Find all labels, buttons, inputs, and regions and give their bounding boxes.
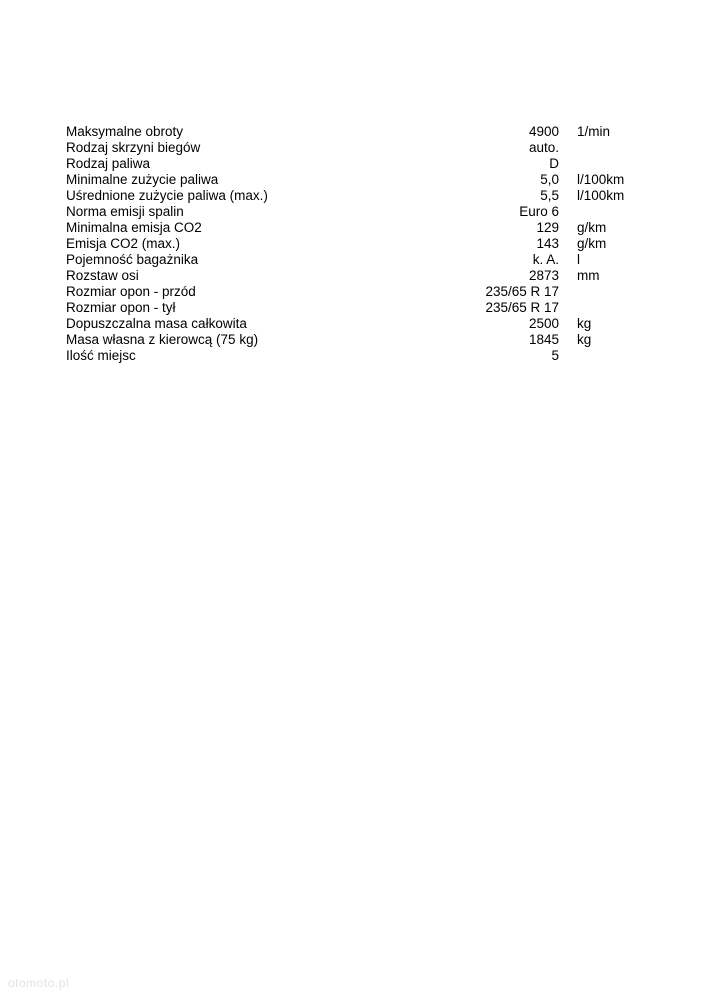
spec-label: Rodzaj paliwa [66, 156, 151, 171]
spec-unit [559, 348, 626, 364]
table-row [66, 300, 626, 316]
spec-label: Minimalne zużycie paliwa [66, 172, 219, 187]
specification-table [66, 124, 626, 364]
table-row [66, 284, 626, 300]
spec-label: Rozstaw osi [66, 268, 139, 283]
spec-unit: mm [577, 268, 600, 283]
spec-value: 5,5 [540, 188, 559, 203]
spec-unit [559, 156, 626, 172]
spec-value: 2873 [528, 268, 559, 283]
table-row [66, 124, 626, 140]
spec-label: Dopuszczalna masa całkowita [66, 316, 247, 331]
spec-unit [559, 300, 626, 316]
spec-value: 129 [536, 220, 559, 235]
table-row [66, 252, 626, 268]
spec-label: Rozmiar opon - tył [66, 300, 176, 315]
spec-unit: 1/min [577, 124, 611, 139]
spec-value: 235/65 R 17 [485, 284, 559, 299]
table-row [66, 236, 626, 252]
spec-unit: kg [577, 316, 592, 331]
spec-value: Euro 6 [519, 204, 559, 219]
spec-unit: g/km [577, 236, 607, 251]
table-row [66, 332, 626, 348]
spec-value: auto. [528, 140, 559, 155]
table-row [66, 316, 626, 332]
table-row [66, 188, 626, 204]
spec-unit [559, 204, 626, 220]
spec-unit: l/100km [577, 188, 625, 203]
table-row [66, 172, 626, 188]
spec-unit: l [577, 252, 580, 267]
spec-label: Pojemność bagażnika [66, 252, 199, 267]
spec-unit: kg [577, 332, 592, 347]
spec-unit: g/km [577, 220, 607, 235]
table-row [66, 348, 626, 364]
table-row [66, 140, 626, 156]
spec-value: 2500 [528, 316, 559, 331]
spec-label: Minimalna emisja CO2 [66, 220, 202, 235]
table-row [66, 268, 626, 284]
table-row [66, 156, 626, 172]
spec-unit: l/100km [577, 172, 625, 187]
spec-label: Rodzaj skrzyni biegów [66, 140, 201, 155]
spec-value: D [549, 156, 559, 171]
spec-label: Uśrednione zużycie paliwa (max.) [66, 188, 268, 203]
spec-label: Rozmiar opon - przód [66, 284, 196, 299]
spec-label: Ilość miejsc [66, 348, 136, 363]
table-row [66, 204, 626, 220]
spec-unit [559, 140, 626, 156]
watermark: otomoto.pl [8, 976, 70, 990]
spec-label: Masa własna z kierowcą (75 kg) [66, 332, 259, 347]
spec-label: Maksymalne obroty [66, 124, 184, 139]
spec-value: 5,0 [540, 172, 559, 187]
spec-value: 1845 [528, 332, 559, 347]
spec-value: 4900 [528, 124, 559, 139]
spec-unit [559, 284, 626, 300]
spec-value: 5 [551, 348, 559, 363]
spec-value: k. A. [532, 252, 559, 267]
table-row [66, 220, 626, 236]
spec-value: 143 [536, 236, 559, 251]
spec-value: 235/65 R 17 [485, 300, 559, 315]
spec-label: Norma emisji spalin [66, 204, 184, 219]
spec-label: Emisja CO2 (max.) [66, 236, 181, 251]
